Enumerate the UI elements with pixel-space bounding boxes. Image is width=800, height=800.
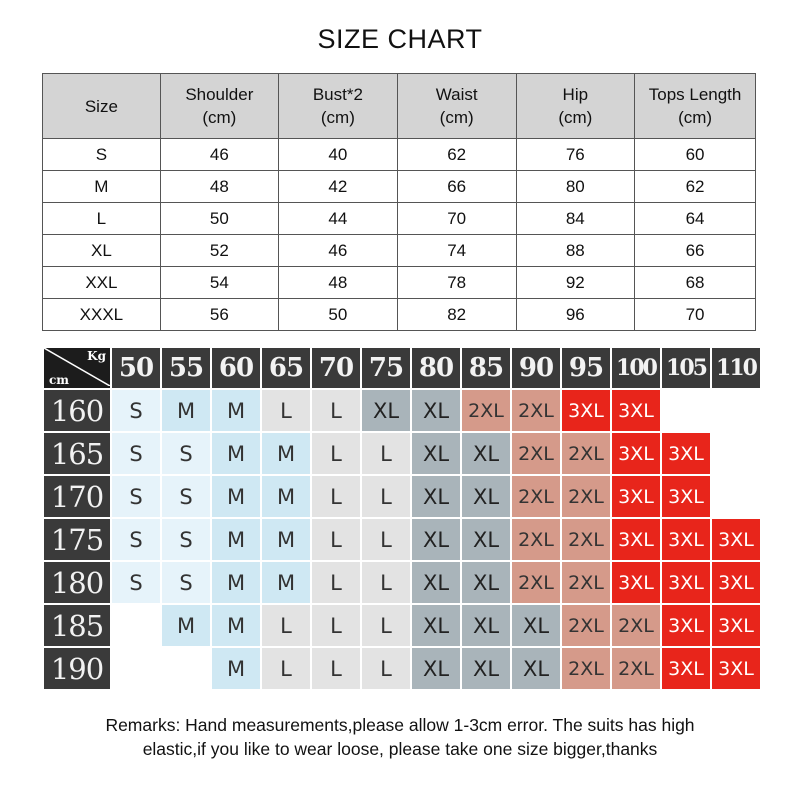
size-cell: L <box>262 605 310 646</box>
size-cell: 3XL <box>612 476 660 517</box>
size-cell: S <box>112 476 160 517</box>
size-cell: 3XL <box>662 476 710 517</box>
size-cell: 2XL <box>512 562 560 603</box>
table-row <box>43 267 756 299</box>
measurement-cell: 76 <box>516 139 635 171</box>
measurement-cell: 62 <box>635 171 756 203</box>
measurement-cell: 46 <box>278 235 397 267</box>
size-cell: M <box>262 476 310 517</box>
size-cell: L <box>312 476 360 517</box>
header-label: Size <box>84 96 118 116</box>
weight-header-50: 50 <box>112 348 160 388</box>
measurement-cell: 50 <box>160 203 278 235</box>
measurement-cell: 62 <box>397 139 516 171</box>
measurement-cell: 52 <box>160 235 278 267</box>
size-cell: 3XL <box>662 562 710 603</box>
grid-corner <box>44 348 110 388</box>
size-cell: S <box>112 433 160 474</box>
height-axis-label: cm <box>49 373 70 387</box>
size-cell: 3XL <box>662 648 710 689</box>
header-unit: (cm) <box>202 108 237 127</box>
measurement-cell: 44 <box>278 203 397 235</box>
height-header-185: 185 <box>44 605 110 646</box>
size-label-cell: L <box>43 203 161 235</box>
measurement-cell: 48 <box>160 171 278 203</box>
table-header-cell <box>635 74 756 139</box>
size-cell: 3XL <box>712 519 760 560</box>
size-cell: L <box>312 433 360 474</box>
size-cell: 2XL <box>512 433 560 474</box>
size-label-cell: XL <box>43 235 161 267</box>
size-cell: L <box>362 476 410 517</box>
size-cell: L <box>362 648 410 689</box>
size-cell: 2XL <box>612 605 660 646</box>
size-cell: 3XL <box>662 519 710 560</box>
size-cell: L <box>312 519 360 560</box>
height-header-180: 180 <box>44 562 110 603</box>
size-cell: XL <box>412 562 460 603</box>
weight-header-75: 75 <box>362 348 410 388</box>
size-cell: S <box>112 562 160 603</box>
table-header-cell <box>516 74 635 139</box>
measurement-cell: 40 <box>278 139 397 171</box>
measurement-cell: 92 <box>516 267 635 299</box>
height-header-165: 165 <box>44 433 110 474</box>
measurement-cell: 54 <box>160 267 278 299</box>
header-unit: (cm) <box>320 108 355 127</box>
size-cell: XL <box>512 605 560 646</box>
size-cell: 3XL <box>612 390 660 431</box>
weight-header-90: 90 <box>512 348 560 388</box>
size-cell: 2XL <box>562 605 610 646</box>
size-cell: 3XL <box>662 605 710 646</box>
size-cell: 2XL <box>612 648 660 689</box>
size-cell: 3XL <box>612 519 660 560</box>
size-cell: M <box>212 605 260 646</box>
measurement-cell: 70 <box>397 203 516 235</box>
size-cell: XL <box>412 476 460 517</box>
size-cell: XL <box>412 605 460 646</box>
size-cell: XL <box>362 390 410 431</box>
size-cell: L <box>262 648 310 689</box>
table-row <box>43 299 756 331</box>
measurement-cell: 70 <box>635 299 756 331</box>
size-cell: M <box>262 562 310 603</box>
header-unit: (cm) <box>439 108 474 127</box>
size-label-cell: M <box>43 171 161 203</box>
size-cell: 2XL <box>562 562 610 603</box>
size-cell: L <box>312 390 360 431</box>
size-cell: XL <box>412 390 460 431</box>
height-header-170: 170 <box>44 476 110 517</box>
table-row <box>43 235 756 267</box>
size-cell: S <box>112 519 160 560</box>
size-cell: 2XL <box>562 476 610 517</box>
size-label-cell: XXL <box>43 267 161 299</box>
size-cell: M <box>162 390 210 431</box>
size-cell: XL <box>462 605 510 646</box>
weight-header-80: 80 <box>412 348 460 388</box>
table-header-row <box>43 74 756 139</box>
size-cell: 3XL <box>562 390 610 431</box>
size-cell: XL <box>462 476 510 517</box>
chart-title: SIZE CHART <box>317 24 483 54</box>
measurement-cell: 56 <box>160 299 278 331</box>
header-label: Bust*2 <box>312 85 363 104</box>
size-cell: L <box>312 648 360 689</box>
size-cell: M <box>262 519 310 560</box>
size-cell: L <box>362 562 410 603</box>
size-cell: S <box>162 519 210 560</box>
size-cell: L <box>312 562 360 603</box>
measurement-cell: 82 <box>397 299 516 331</box>
measurement-cell: 48 <box>278 267 397 299</box>
measurement-cell: 88 <box>516 235 635 267</box>
header-label: Hip <box>562 85 589 104</box>
size-cell: 2XL <box>562 433 610 474</box>
size-cell: M <box>162 605 210 646</box>
measurement-table <box>42 73 756 331</box>
measurement-cell: 84 <box>516 203 635 235</box>
size-cell: 2XL <box>512 476 560 517</box>
weight-header-95: 95 <box>562 348 610 388</box>
weight-header-100: 100 <box>612 348 660 388</box>
size-cell: M <box>212 390 260 431</box>
size-cell: 3XL <box>712 648 760 689</box>
size-cell: M <box>212 648 260 689</box>
header-unit: (cm) <box>558 108 593 127</box>
size-cell: M <box>212 476 260 517</box>
height-weight-size-grid <box>44 348 764 693</box>
size-cell: XL <box>462 648 510 689</box>
measurement-cell: 66 <box>397 171 516 203</box>
size-cell: L <box>262 390 310 431</box>
size-cell: 3XL <box>712 605 760 646</box>
size-cell: 2XL <box>512 390 560 431</box>
size-cell: XL <box>512 648 560 689</box>
height-header-190: 190 <box>44 648 110 689</box>
measurement-cell: 96 <box>516 299 635 331</box>
table-header-cell <box>278 74 397 139</box>
size-cell: S <box>162 433 210 474</box>
table-header-cell <box>43 74 161 139</box>
remarks <box>0 713 800 761</box>
height-header-160: 160 <box>44 390 110 431</box>
size-cell: L <box>362 605 410 646</box>
size-cell: 2XL <box>462 390 510 431</box>
size-cell: 2XL <box>562 648 610 689</box>
size-label-cell: XXXL <box>43 299 161 331</box>
size-cell: 3XL <box>612 562 660 603</box>
measurement-cell: 42 <box>278 171 397 203</box>
remarks-line-1: Remarks: Hand measurements,please allow 1-3cm error. The suits has high <box>105 715 695 735</box>
weight-header-55: 55 <box>162 348 210 388</box>
size-cell: XL <box>412 648 460 689</box>
table-row <box>43 203 756 235</box>
weight-header-60: 60 <box>212 348 260 388</box>
size-cell: L <box>362 433 410 474</box>
size-cell: 2XL <box>512 519 560 560</box>
measurement-cell: 68 <box>635 267 756 299</box>
measurement-cell: 50 <box>278 299 397 331</box>
height-header-175: 175 <box>44 519 110 560</box>
size-cell: XL <box>412 519 460 560</box>
table-header-cell <box>160 74 278 139</box>
size-cell: S <box>112 390 160 431</box>
weight-header-70: 70 <box>312 348 360 388</box>
size-cell: S <box>162 562 210 603</box>
size-cell: 3XL <box>662 433 710 474</box>
size-cell: M <box>212 519 260 560</box>
table-row <box>43 139 756 171</box>
weight-header-105: 105 <box>662 348 710 388</box>
weight-axis-label: Kg <box>87 349 106 363</box>
size-cell: M <box>262 433 310 474</box>
header-unit: (cm) <box>678 108 713 127</box>
header-label: Shoulder <box>185 85 254 104</box>
table-row <box>43 171 756 203</box>
measurement-cell: 64 <box>635 203 756 235</box>
size-cell: XL <box>412 433 460 474</box>
size-cell: XL <box>462 562 510 603</box>
weight-header-110: 110 <box>712 348 760 388</box>
size-cell: L <box>312 605 360 646</box>
size-cell: M <box>212 562 260 603</box>
weight-header-65: 65 <box>262 348 310 388</box>
measurement-cell: 74 <box>397 235 516 267</box>
size-cell: 3XL <box>712 562 760 603</box>
size-cell: M <box>212 433 260 474</box>
header-label: Tops Length <box>648 85 742 104</box>
measurement-cell: 60 <box>635 139 756 171</box>
weight-header-85: 85 <box>462 348 510 388</box>
size-cell: XL <box>462 519 510 560</box>
size-cell: S <box>162 476 210 517</box>
remarks-line-2: elastic,if you like to wear loose, please take one size bigger,thanks <box>142 739 658 759</box>
measurement-cell: 66 <box>635 235 756 267</box>
measurement-cell: 80 <box>516 171 635 203</box>
header-label: Waist <box>435 85 478 104</box>
size-cell: 3XL <box>612 433 660 474</box>
size-cell: L <box>362 519 410 560</box>
measurement-cell: 46 <box>160 139 278 171</box>
size-cell: 2XL <box>562 519 610 560</box>
measurement-cell: 78 <box>397 267 516 299</box>
size-label-cell: S <box>43 139 161 171</box>
size-cell: XL <box>462 433 510 474</box>
table-header-cell <box>397 74 516 139</box>
